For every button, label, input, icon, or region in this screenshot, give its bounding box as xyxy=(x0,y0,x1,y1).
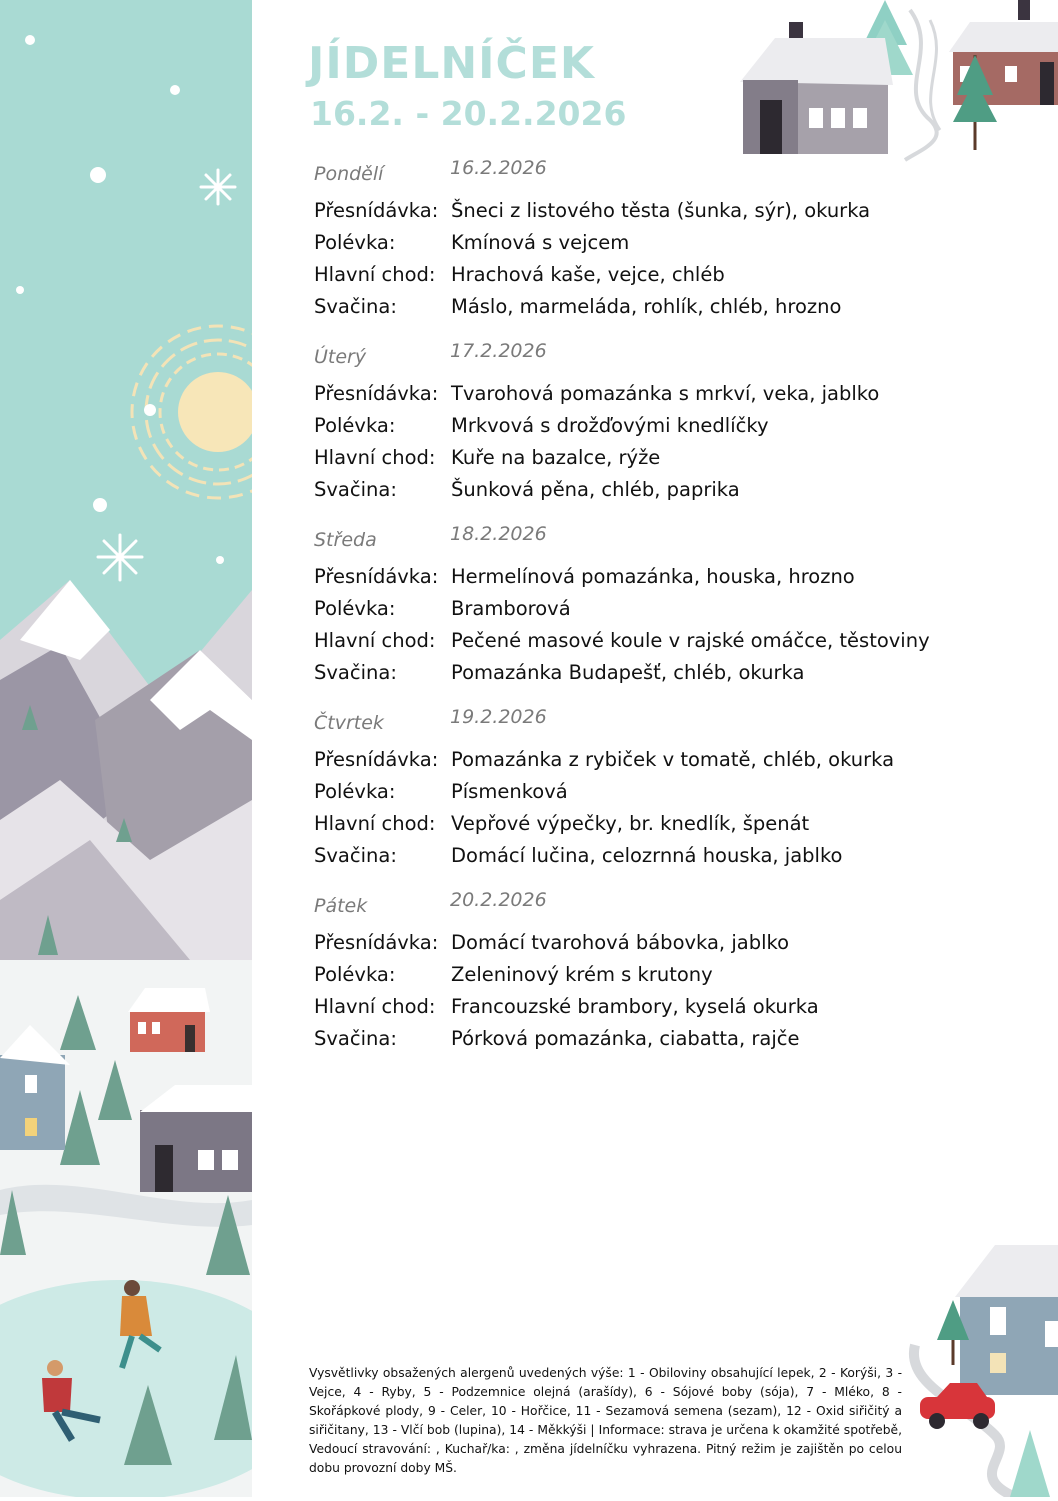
day-name: Pondělí xyxy=(314,163,384,185)
meal-value: Vepřové výpečky, br. knedlík, špenát xyxy=(451,812,810,835)
meal-row xyxy=(314,293,1014,325)
day-name: Pátek xyxy=(314,895,368,917)
meal-row xyxy=(314,993,1014,1025)
day-name: Středa xyxy=(314,529,377,551)
meal-label: Přesnídávka: xyxy=(314,382,439,405)
meal-row xyxy=(314,746,1014,778)
house-icon xyxy=(140,1085,252,1192)
house-icon xyxy=(905,1235,1058,1497)
meal-row xyxy=(314,444,1014,476)
meal-row xyxy=(314,476,1014,508)
page-title: JÍDELNÍČEK xyxy=(308,38,595,89)
houses-illustration-top xyxy=(735,0,1058,165)
meal-label: Hlavní chod: xyxy=(314,263,436,286)
meal-row xyxy=(314,412,1014,444)
meal-label: Polévka: xyxy=(314,597,396,620)
meal-label: Svačina: xyxy=(314,661,397,684)
meal-label: Hlavní chod: xyxy=(314,995,436,1018)
meal-label: Polévka: xyxy=(314,231,396,254)
meal-value: Mrkvová s drožďovými knedlíčky xyxy=(451,414,769,437)
day-header xyxy=(314,340,1014,380)
day-date: 20.2.2026 xyxy=(450,889,547,911)
meal-value: Máslo, marmeláda, rohlík, chléb, hrozno xyxy=(451,295,842,318)
meal-value: Pórková pomazánka, ciabatta, rajče xyxy=(451,1027,800,1050)
meal-row xyxy=(314,380,1014,412)
meal-value: Bramborová xyxy=(451,597,571,620)
meal-value: Domácí tvarohová bábovka, jablko xyxy=(451,931,790,954)
day-section xyxy=(314,523,1014,706)
meal-row xyxy=(314,961,1014,993)
meal-row xyxy=(314,659,1014,691)
date-range: 16.2. - 20.2.2026 xyxy=(310,94,627,133)
meal-row xyxy=(314,842,1014,874)
meal-label: Přesnídávka: xyxy=(314,931,439,954)
day-header xyxy=(314,523,1014,563)
meal-value: Pomazánka z rybiček v tomatě, chléb, okurka xyxy=(451,748,895,771)
allergen-legend: Vysvětlivky obsažených alergenů uvedených výše: 1 - Obiloviny obsahující lepek, 2 - Korýši, 3 - Vejce, 4 - Ryby, 5 - Podzemnice olejná (arašídy), 6 - Sójové boby (sója), 7 - Mléko, 8 - Skořápkové plody, 9 - Celer, 10 - Hořčice, 11 - Sezamová semena (sezam), 12 - Oxid siřičitý a siřičitany, 13 - Vlčí bob (lupina), 14 - Měkkýši | Informace: strava je určena k okamžité spotřebě, Vedoucí stravování: , Kuchař/ka: , změna jídelníčku vyhrazena. Pitný režim je zajištěn po celou dobu provozní doby MŠ. xyxy=(309,1366,902,1475)
meal-value: Šneci z listového těsta (šunka, sýr), okurka xyxy=(451,199,871,222)
meal-label: Hlavní chod: xyxy=(314,629,436,652)
day-date: 18.2.2026 xyxy=(450,523,547,545)
meal-label: Přesnídávka: xyxy=(314,199,439,222)
winter-illustration-panel xyxy=(0,0,252,1497)
meal-value: Hermelínová pomazánka, houska, hrozno xyxy=(451,565,855,588)
meal-row xyxy=(314,197,1014,229)
meal-value: Tvarohová pomazánka s mrkví, veka, jablko xyxy=(451,382,880,405)
day-header xyxy=(314,889,1014,929)
meal-label: Svačina: xyxy=(314,1027,397,1050)
winter-landscape-illustration xyxy=(0,0,252,1497)
meal-label: Polévka: xyxy=(314,414,396,437)
day-date: 16.2.2026 xyxy=(450,157,547,179)
meal-row xyxy=(314,563,1014,595)
meal-row xyxy=(314,229,1014,261)
day-name: Úterý xyxy=(314,346,367,368)
meal-row xyxy=(314,595,1014,627)
day-section xyxy=(314,889,1014,1072)
meal-label: Polévka: xyxy=(314,963,396,986)
meal-value: Domácí lučina, celozrnná houska, jablko xyxy=(451,844,843,867)
day-header xyxy=(314,706,1014,746)
house-icon xyxy=(128,988,210,1052)
meal-value: Kmínová s vejcem xyxy=(451,231,630,254)
day-date: 17.2.2026 xyxy=(450,340,547,362)
meal-label: Přesnídávka: xyxy=(314,565,439,588)
meal-value: Kuře na bazalce, rýže xyxy=(451,446,661,469)
houses-illustration-bottom xyxy=(905,1235,1058,1497)
meal-value: Zeleninový krém s krutony xyxy=(451,963,713,986)
house-icon xyxy=(735,0,1058,165)
meal-label: Přesnídávka: xyxy=(314,748,439,771)
day-header xyxy=(314,157,1014,197)
meal-value: Pomazánka Budapešť, chléb, okurka xyxy=(451,661,805,684)
meal-label: Hlavní chod: xyxy=(314,446,436,469)
meal-label: Polévka: xyxy=(314,780,396,803)
weekly-menu xyxy=(314,157,1014,1072)
day-section xyxy=(314,706,1014,889)
meal-label: Svačina: xyxy=(314,844,397,867)
day-section xyxy=(314,340,1014,523)
meal-value: Francouzské brambory, kyselá okurka xyxy=(451,995,819,1018)
meal-row xyxy=(314,929,1014,961)
meal-row xyxy=(314,778,1014,810)
meal-value: Šunková pěna, chléb, paprika xyxy=(451,478,740,501)
day-date: 19.2.2026 xyxy=(450,706,547,728)
day-section xyxy=(314,157,1014,340)
meal-label: Hlavní chod: xyxy=(314,812,436,835)
meal-row xyxy=(314,627,1014,659)
meal-value: Pečené masové koule v rajské omáčce, těstoviny xyxy=(451,629,930,652)
day-name: Čtvrtek xyxy=(314,712,384,734)
meal-value: Hrachová kaše, vejce, chléb xyxy=(451,263,725,286)
meal-row xyxy=(314,1025,1014,1057)
meal-label: Svačina: xyxy=(314,478,397,501)
meal-value: Písmenková xyxy=(451,780,568,803)
meal-row xyxy=(314,810,1014,842)
meal-row xyxy=(314,261,1014,293)
meal-label: Svačina: xyxy=(314,295,397,318)
